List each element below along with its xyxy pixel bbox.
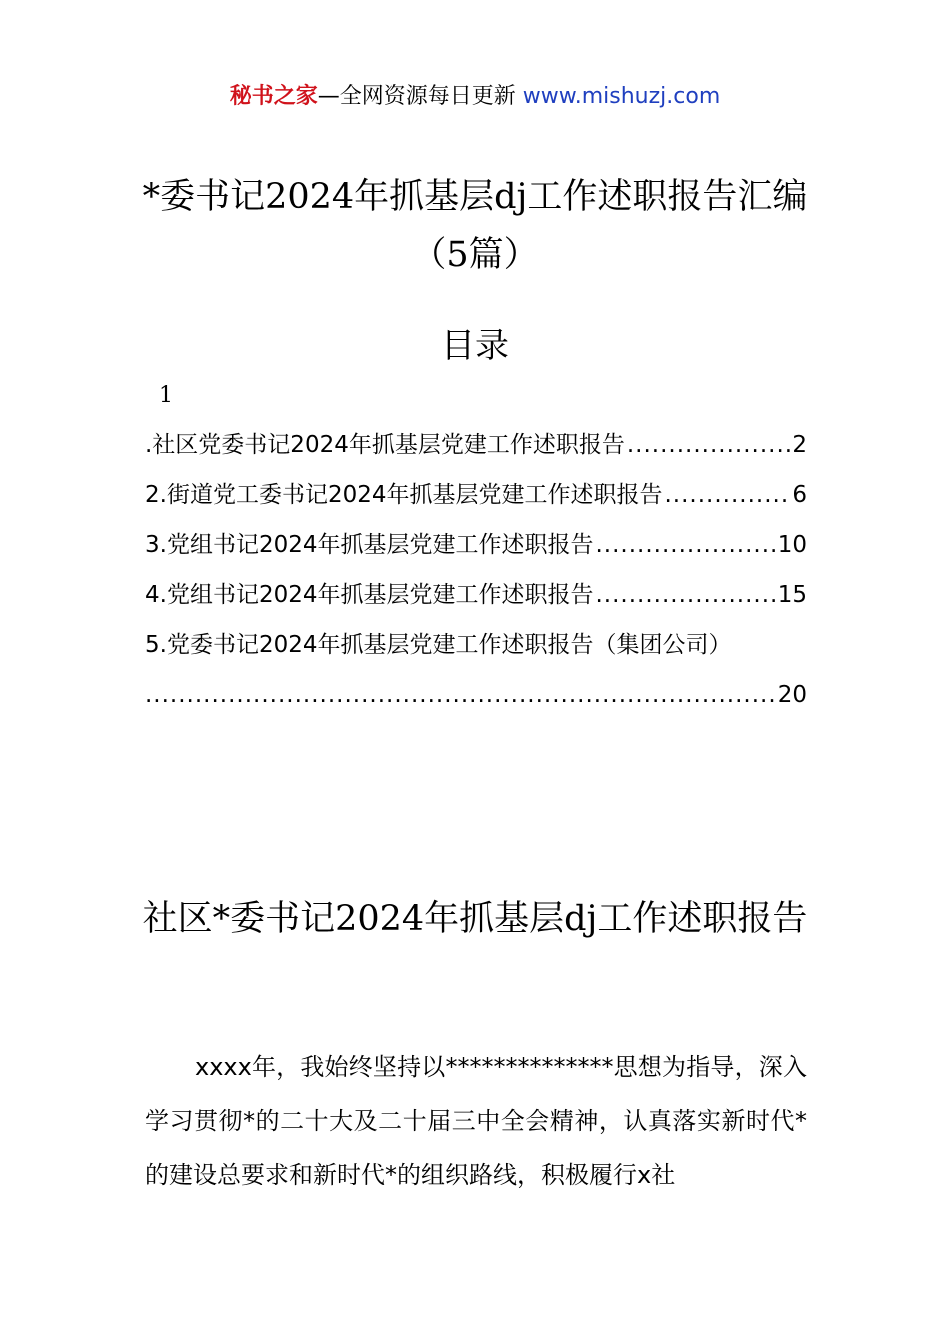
toc-item-label: 3.党组书记2024年抓基层党建工作述职报告	[145, 532, 594, 558]
toc-dot-leader	[595, 520, 775, 570]
toc-item-label: .社区党委书记2024年抓基层党建工作述职报告	[145, 432, 625, 458]
site-url-link[interactable]: www.mishuzj.com	[522, 84, 721, 109]
body-paragraph: xxxx年，我始终坚持以**************思想为指导，深入学习贯彻*的二十大及二十届三中全会精神，认真落实新时代*的建设总要求和新时代*的组织路线，积极履行x社	[145, 1053, 807, 1189]
section-title: 社区*委书记2024年抓基层dj工作述职报告	[142, 899, 808, 939]
site-tagline: —全网资源每日更新	[317, 84, 523, 109]
toc-item-5[interactable]	[145, 620, 807, 670]
site-header	[0, 82, 950, 112]
toc-dot-leader	[627, 420, 791, 470]
toc-lead-number: 1	[159, 383, 173, 408]
toc-item-label: 2.街道党工委书记2024年抓基层党建工作述职报告	[145, 482, 663, 508]
toc-dot-leader	[145, 670, 776, 720]
toc-item-page: 10	[777, 532, 807, 558]
site-name: 秘书之家	[229, 84, 318, 109]
toc-item-page: 6	[792, 482, 807, 508]
toc-item-5-continued[interactable]	[145, 670, 807, 720]
toc-item-label: 4.党组书记2024年抓基层党建工作述职报告	[145, 582, 594, 608]
toc-dot-leader	[595, 570, 775, 620]
toc-item-page: 20	[777, 682, 807, 708]
toc-item-page: 2	[792, 432, 807, 458]
document-title: *委书记2024年抓基层dj工作述职报告汇编（5篇）	[142, 177, 808, 275]
toc-item-4[interactable]	[145, 570, 807, 620]
toc-item-2[interactable]	[145, 470, 807, 520]
toc-item-3[interactable]	[145, 520, 807, 570]
table-of-contents	[145, 420, 807, 720]
toc-dot-leader	[664, 470, 790, 520]
toc-item-page: 15	[777, 582, 807, 608]
toc-item-1[interactable]	[145, 420, 807, 470]
toc-item-label: 5.党委书记2024年抓基层党建工作述职报告（集团公司）	[145, 632, 732, 658]
toc-heading: 目录	[441, 326, 509, 366]
